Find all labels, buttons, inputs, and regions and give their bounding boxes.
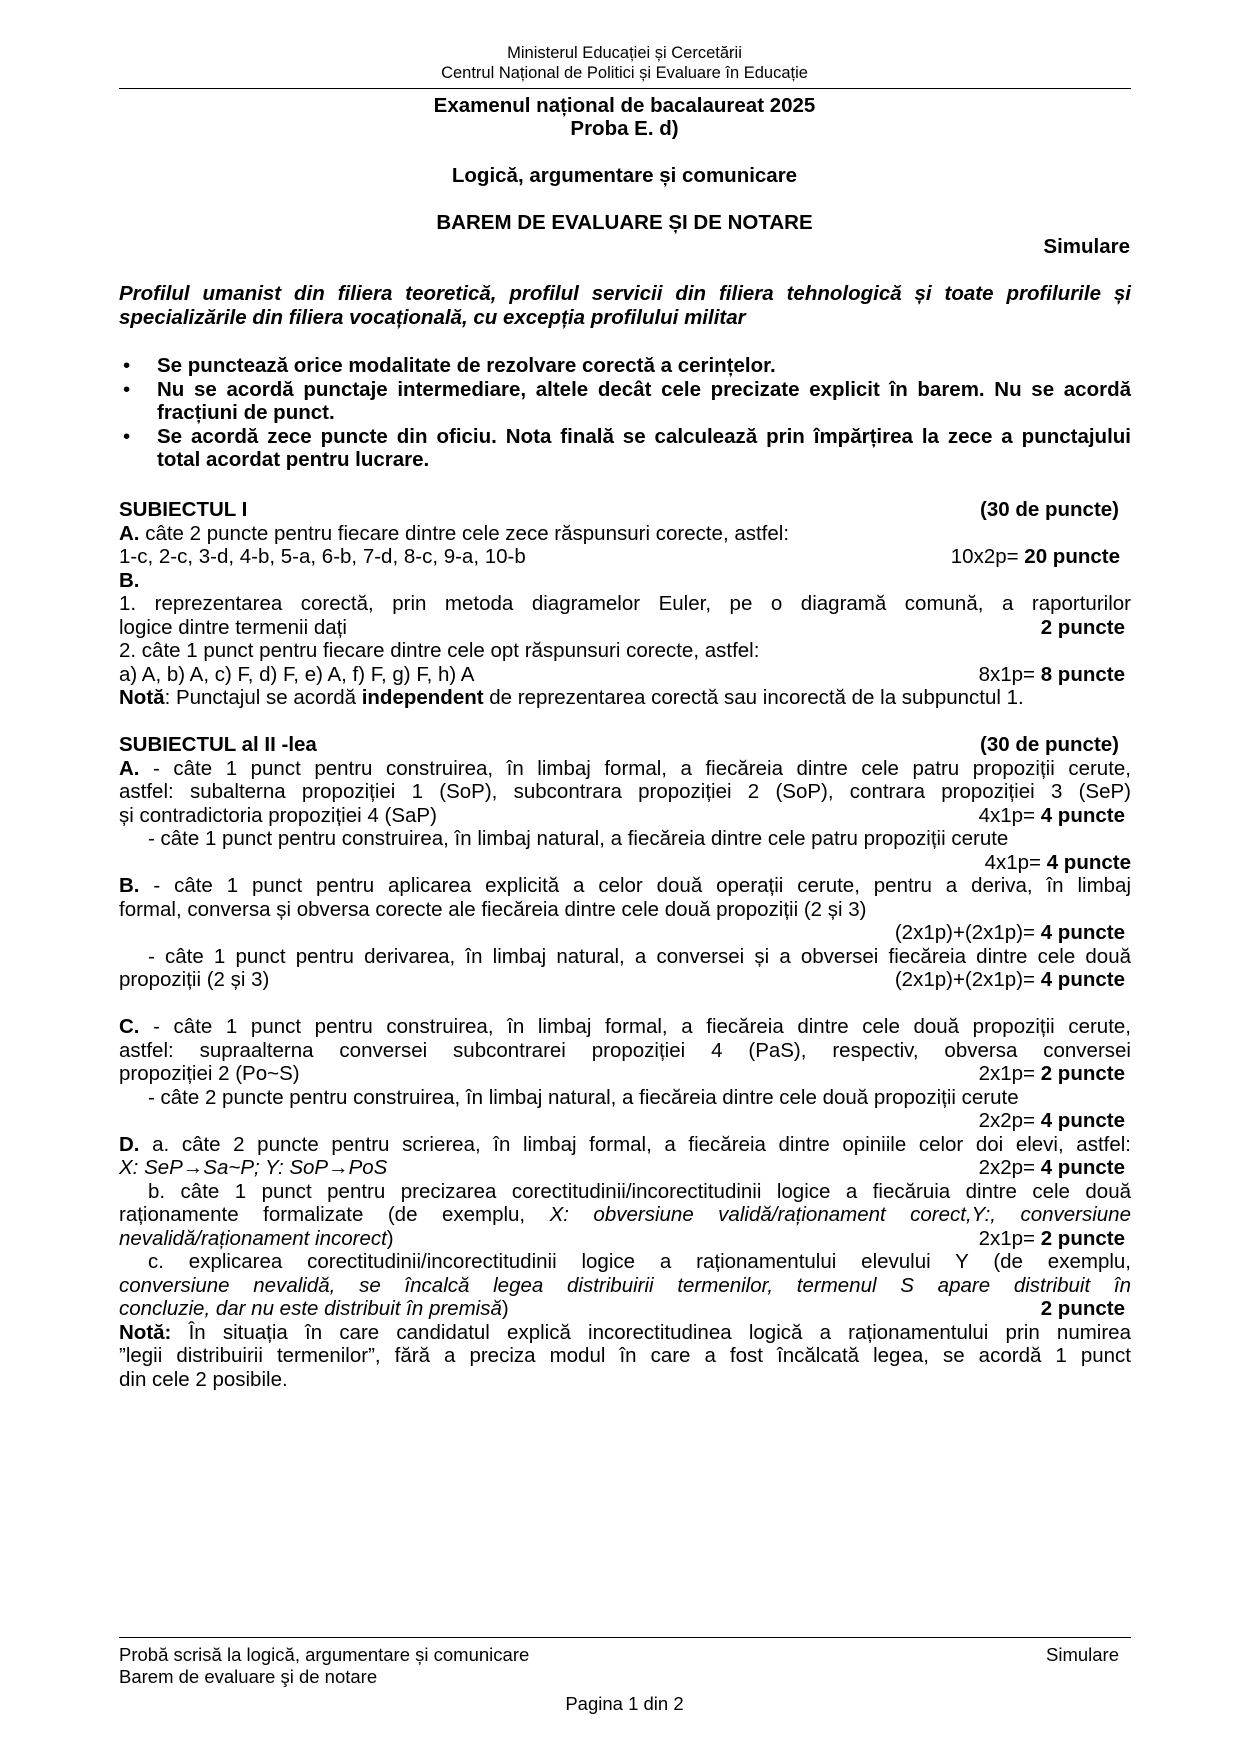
s2-a1-line3: și contradictoria propoziției 4 (SaP) 4x1p= 4 puncte bbox=[119, 803, 1125, 827]
s2-dc-points: 2 puncte bbox=[1040, 1297, 1125, 1320]
footer-line-2: Barem de evaluare şi de notare bbox=[119, 1666, 378, 1687]
s2-dc-line1: c. explicarea corectitudinii/incorectitudinii logice a raționamentului elevului Y (de exemplu, bbox=[148, 1250, 1131, 1273]
s2-b1-line2: formal, conversa și obversa corecte ale fiecăreia dintre cele două propoziții (2 și 3) bbox=[119, 897, 867, 921]
subject-1-heading bbox=[119, 498, 1119, 522]
s2-da-line1: D. a. câte 2 puncte pentru scrierea, în limbaj formal, a fiecăreia dintre opiniile celor doi elevi, astfel: bbox=[119, 1132, 1131, 1156]
subject-title: Logică, argumentare și comunicare bbox=[451, 164, 798, 187]
rule-item: • Se punctează orice modalitate de rezolvare corectă a cerințelor. bbox=[119, 354, 1131, 378]
s2-da-points: 2x2p= 4 puncte bbox=[978, 1156, 1125, 1179]
s2-dc-line3: concluzie, dar nu este distribuit în premisă) 2 puncte bbox=[119, 1297, 1125, 1320]
page-number: Pagina 1 din 2 bbox=[565, 1693, 684, 1714]
s2-b1-points: (2x1p)+(2x1p)= 4 puncte bbox=[894, 921, 1125, 944]
ministry-name: Ministerul Educației și Cercetării bbox=[507, 44, 742, 62]
s1-b1-points: 2 puncte bbox=[1040, 615, 1125, 639]
s1-b2-intro: 2. câte 1 punct pentru fiecare dintre cele opt răspunsuri corecte, astfel: bbox=[119, 639, 760, 662]
center-name: Centrul Național de Politici și Evaluare în Educație bbox=[441, 63, 808, 82]
s2-c2-line1: - câte 2 puncte pentru construirea, în limbaj natural, a fiecăreia dintre cele două propoziții cerute bbox=[148, 1085, 1019, 1109]
s2-c1-line1: C. - câte 1 punct pentru construirea, în limbaj formal, a fiecăreia dintre cele două propoziții cerute, bbox=[119, 1015, 1131, 1038]
subject-2-title: SUBIECTUL al II -lea bbox=[119, 733, 317, 756]
footer-variant: Simulare bbox=[1046, 1644, 1119, 1665]
s2-dc-line2: conversiune nevalidă, se încalcă legea distribuirii termenilor, termenul S apare distribuit în bbox=[119, 1273, 1131, 1297]
s1-b1-line1: 1. reprezentarea corectă, prin metoda diagramelor Euler, pe o diagramă comună, a raporturilor bbox=[119, 592, 1131, 615]
s2-db-points: 2x1p= 2 puncte bbox=[978, 1226, 1125, 1250]
s2-note-line1: Notă: În situația în care candidatul explică incorectitudinea logică a raționamentului prin numirea bbox=[119, 1320, 1131, 1344]
s2-a1-line1: A. - câte 1 punct pentru construirea, în limbaj formal, a fiecăreia dintre cele patru propoziții cerute, bbox=[119, 756, 1131, 780]
subject-1-points: (30 de puncte) bbox=[980, 498, 1119, 521]
s2-c1-line3: propoziției 2 (Po~S) 2x1p= 2 puncte bbox=[119, 1062, 1125, 1085]
s1-a-points: 10x2p= 20 puncte bbox=[950, 545, 1120, 568]
s2-a1-points: 4x1p= 4 puncte bbox=[978, 803, 1125, 827]
s2-a2-line1: - câte 1 punct pentru construirea, în limbaj natural, a fiecăreia dintre cele patru propoziții cerute bbox=[148, 827, 1009, 850]
proba-title: Proba E. d) bbox=[570, 117, 679, 140]
s2-c2-points: 2x2p= 4 puncte bbox=[978, 1109, 1125, 1132]
s1-b1-line2: logice dintre termenii dați 2 puncte bbox=[119, 615, 1125, 639]
barem-title: BAREM DE EVALUARE ȘI DE NOTARE bbox=[436, 211, 813, 234]
exam-title: Examenul național de bacalaureat 2025 bbox=[433, 94, 816, 117]
profile-statement: Profilul umanist din filiera teoretică, profilul servicii din filiera tehnologică și toate profilurile și specializările din filiera vocațională, cu excepția profilului militar bbox=[119, 282, 1131, 329]
s2-b2-line2: propoziții (2 și 3) (2x1p)+(2x1p)= 4 puncte bbox=[119, 968, 1125, 991]
s1-a-answers: 1-c, 2-c, 3-d, 4-b, 5-a, 6-b, 7-d, 8-c, 9-a, 10-b 10x2p= 20 puncte bbox=[119, 545, 1120, 568]
s1-b-label: B. bbox=[119, 568, 140, 592]
rule-item: • Nu se acordă punctaje intermediare, altele decât cele precizate explicit în barem. Nu se acordă fracțiuni de punct. bbox=[119, 378, 1131, 425]
s2-db-line1: b. câte 1 punct pentru precizarea corectitudinii/incorectitudinii logice a fiecăruia dintre cele două bbox=[148, 1179, 1131, 1203]
s1-a-intro: A. câte 2 puncte pentru fiecare dintre cele zece răspunsuri corecte, astfel: bbox=[119, 521, 790, 545]
s2-da-line2: X: SeP→Sa~P; Y: SoP→PoS 2x2p= 4 puncte bbox=[119, 1156, 1125, 1179]
general-rules bbox=[119, 354, 1131, 472]
footer-exam-name: Probă scrisă la logică, argumentare și comunicare bbox=[119, 1644, 530, 1665]
header-divider bbox=[119, 88, 1131, 89]
s2-c1-line2: astfel: supraalterna conversei subcontrarei propoziției 4 (PaS), respectiv, obversa conversei bbox=[119, 1038, 1131, 1062]
s2-note-line2: ”legii distribuirii termenilor”, fără a preciza modul în care a fost încălcată legea, se acordă 1 punct bbox=[119, 1344, 1131, 1367]
institution-header bbox=[119, 44, 1130, 83]
s1-b2-answers: a) A, b) A, c) F, d) F, e) A, f) F, g) F, h) A 8x1p= 8 puncte bbox=[119, 662, 1125, 686]
s2-a1-line2: astfel: subalterna propoziției 1 (SoP), subcontrara propoziției 2 (SoP), contrara propoziției 3 (SeP) bbox=[119, 780, 1131, 803]
subject-1-title: SUBIECTUL I bbox=[119, 498, 248, 521]
rule-item: • Se acordă zece puncte din oficiu. Nota finală se calculează prin împărțirea la zece a punctajului total acordat pentru lucrare. bbox=[119, 425, 1131, 472]
s2-c1-points: 2x1p= 2 puncte bbox=[978, 1062, 1125, 1085]
subject-2-heading bbox=[119, 733, 1119, 757]
s2-db-line3: nevalidă/raționament incorect) 2x1p= 2 puncte bbox=[119, 1226, 1125, 1250]
s1-b2-points: 8x1p= 8 puncte bbox=[978, 662, 1125, 686]
subject-1-section bbox=[119, 498, 1131, 710]
subject-2-points: (30 de puncte) bbox=[980, 733, 1119, 756]
s2-b1-line1: B. - câte 1 punct pentru aplicarea explicită a celor două operații cerute, pentru a deriva, în limbaj bbox=[119, 874, 1131, 897]
footer-divider bbox=[119, 1637, 1131, 1638]
s1-note: Notă: Punctajul se acordă independent de reprezentarea corectă sau incorectă de la subpunctul 1. bbox=[119, 686, 1024, 709]
s2-db-line2: raționamente formalizate (de exemplu, X: obversiune validă/raționament corect,Y:, conversiune bbox=[119, 1203, 1131, 1226]
footer-line-1 bbox=[119, 1644, 1119, 1666]
s2-note-line3: din cele 2 posibile. bbox=[119, 1367, 288, 1391]
variant-label: Simulare bbox=[1043, 235, 1130, 258]
subject-2-section bbox=[119, 733, 1131, 1391]
spacer bbox=[119, 992, 1131, 1016]
s2-a2-points: 4x1p= 4 puncte bbox=[984, 850, 1131, 874]
s2-b2-points: (2x1p)+(2x1p)= 4 puncte bbox=[894, 968, 1125, 991]
s2-b2-line1: - câte 1 punct pentru derivarea, în limbaj natural, a conversei și a obversei fiecăreia dintre cele două bbox=[148, 944, 1131, 968]
